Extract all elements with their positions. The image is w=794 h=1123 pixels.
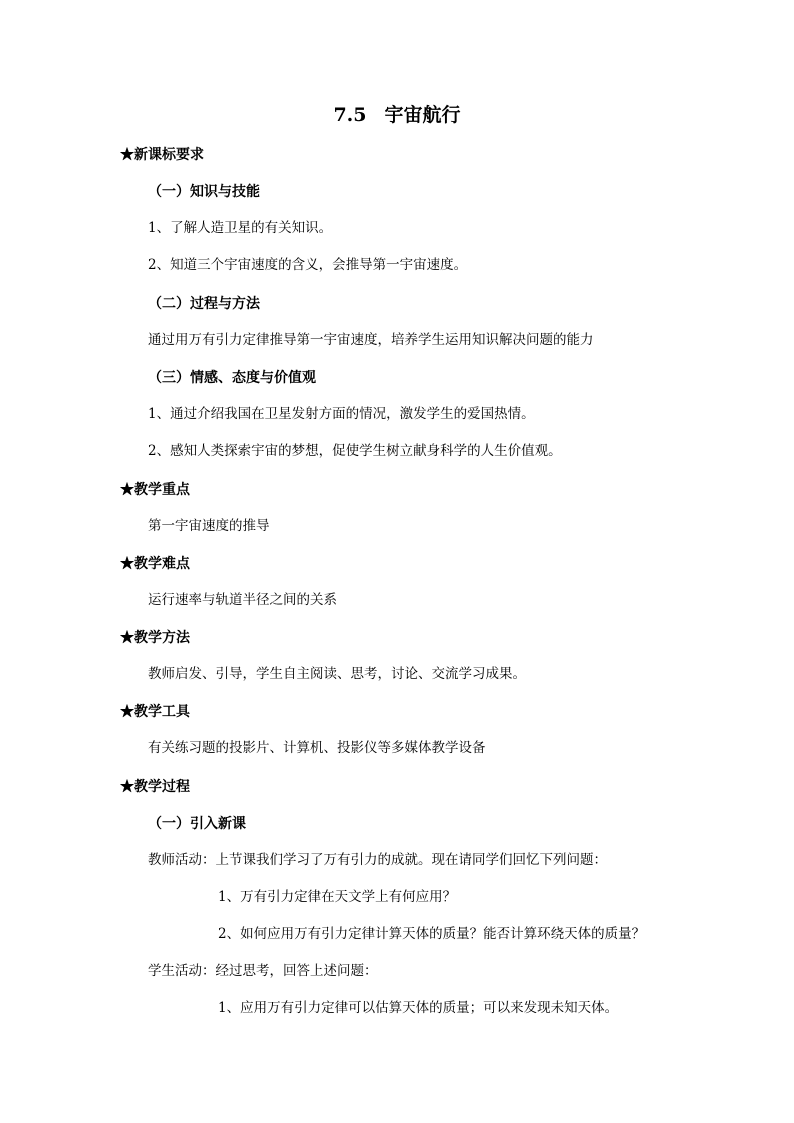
paragraph-line: 1、应用万有引力定律可以估算天体的质量；可以来发现未知天体。	[218, 1000, 619, 1016]
section-heading-difficulties: ★教学难点	[120, 556, 190, 572]
subheading-emotion-values: （三）情感、态度与价值观	[148, 370, 316, 386]
paragraph-line: 1、万有引力定律在天文学上有何应用？	[218, 889, 457, 905]
section-heading-teaching-methods: ★教学方法	[120, 630, 190, 646]
document-title	[0, 106, 794, 125]
paragraph-line: 运行速率与轨道半径之间的关系	[148, 592, 337, 608]
paragraph-line: 教师启发、引导，学生自主阅读、思考，讨论、交流学习成果。	[148, 666, 526, 682]
subheading-knowledge-skills: （一）知识与技能	[148, 184, 260, 200]
section-heading-teaching-process: ★教学过程	[120, 779, 190, 795]
paragraph-line: 1、了解人造卫星的有关知识。	[148, 220, 333, 236]
paragraph-line: 第一宇宙速度的推导	[148, 518, 270, 534]
paragraph-line: 2、感知人类探索宇宙的梦想，促使学生树立献身科学的人生价值观。	[148, 443, 562, 459]
title-text: 宇宙航行	[384, 104, 461, 126]
section-heading-teaching-tools: ★教学工具	[120, 704, 190, 720]
paragraph-line: 2、知道三个宇宙速度的含义，会推导第一宇宙速度。	[148, 257, 468, 273]
section-heading-key-points: ★教学重点	[120, 482, 190, 498]
paragraph-line: 学生活动：经过思考，回答上述问题：	[148, 963, 378, 979]
section-heading-curriculum-requirements: ★新课标要求	[120, 147, 204, 163]
subheading-process-methods: （二）过程与方法	[148, 296, 260, 312]
paragraph-line: 教师活动：上节课我们学习了万有引力的成就。现在请同学们回忆下列问题：	[148, 852, 607, 868]
paragraph-line: 通过用万有引力定律推导第一宇宙速度，培养学生运用知识解决问题的能力	[148, 332, 594, 348]
paragraph-line: 2、如何应用万有引力定律计算天体的质量？能否计算环绕天体的质量？	[218, 926, 646, 942]
subheading-introduce-lesson: （一）引入新课	[148, 816, 246, 832]
paragraph-line: 有关练习题的投影片、计算机、投影仪等多媒体教学设备	[148, 740, 486, 756]
paragraph-line: 1、通过介绍我国在卫星发射方面的情况，激发学生的爱国热情。	[148, 406, 535, 422]
title-number: 7.5	[333, 104, 367, 126]
